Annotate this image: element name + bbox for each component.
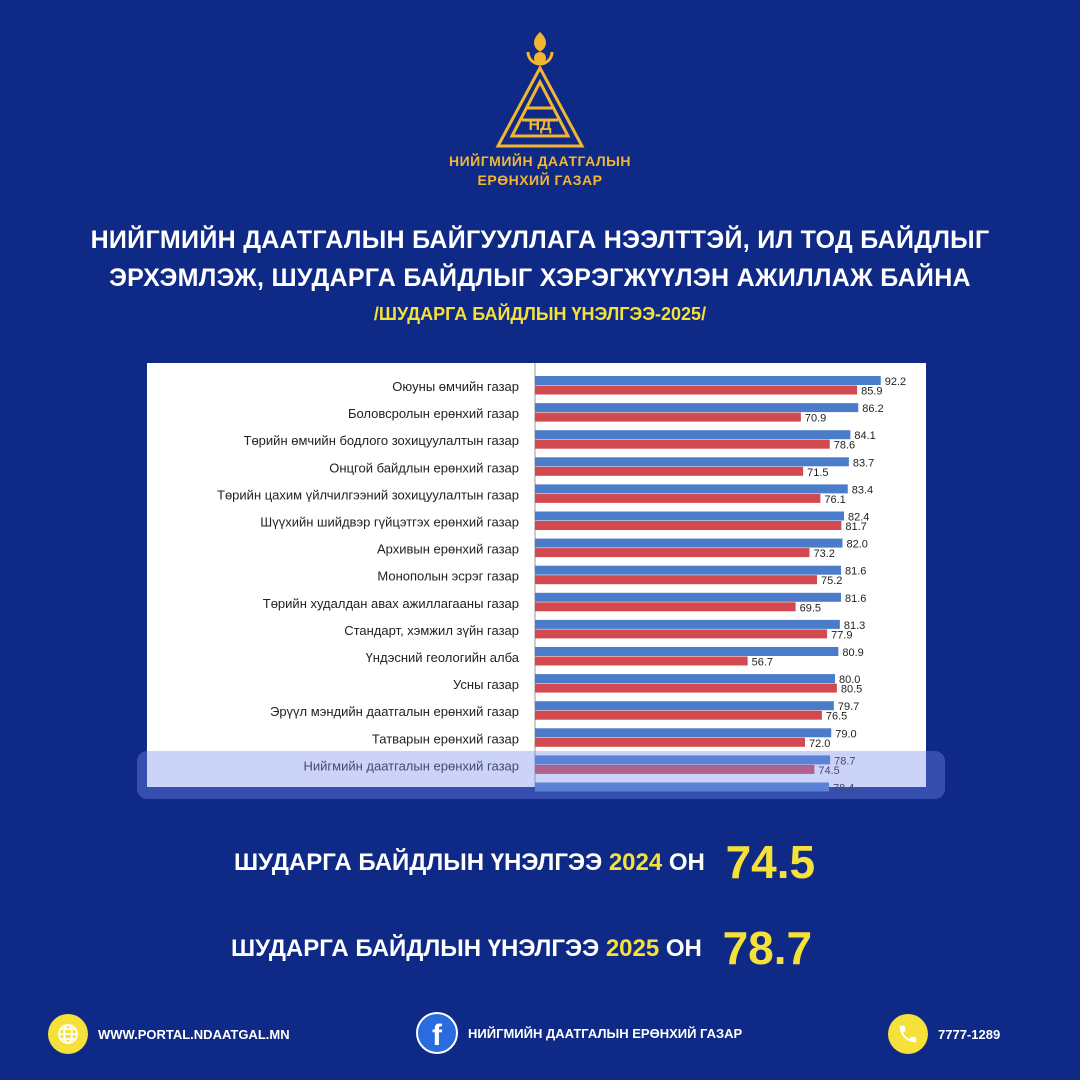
stat-value: 74.5 <box>725 836 816 888</box>
value-label: 56.7 <box>751 656 774 669</box>
bar-2025 <box>535 566 841 575</box>
bar-2024 <box>535 467 803 476</box>
bar-2024 <box>535 494 820 503</box>
facebook-link[interactable]: НИЙГМИЙН ДААТГАЛЫН ЕРӨНХИЙ ГАЗАР <box>468 1025 743 1041</box>
stat-year: 2024 <box>608 849 663 876</box>
value-label: 80.9 <box>842 647 864 659</box>
org-name-line2: ЕРӨНХИЙ ГАЗАР <box>477 172 603 188</box>
category-label: Эрүүл мэндийн даатгалын ерөнхий газар <box>269 704 519 720</box>
footer-facebook[interactable] <box>416 1012 742 1054</box>
phone-number[interactable]: 7777-1289 <box>938 1026 1001 1042</box>
ranking-bar-chart <box>147 363 926 795</box>
value-label: 73.2 <box>813 548 835 561</box>
category-label: Монополын эсрэг газар <box>377 568 519 584</box>
value-label: 69.5 <box>799 602 822 615</box>
category-label: Шүүхийн шийдвэр гүйцэтгэх ерөнхий газар <box>260 514 519 530</box>
footer-phone[interactable] <box>888 1014 1000 1054</box>
category-label: Онцгой байдлын ерөнхий газар <box>329 460 519 476</box>
facebook-icon: f <box>416 1012 458 1054</box>
footer-website[interactable] <box>48 1014 290 1054</box>
stat-2025 <box>231 921 812 975</box>
bar-2025 <box>535 512 844 521</box>
bar-2025 <box>535 728 831 737</box>
value-label: 78.6 <box>833 439 856 452</box>
bar-2024 <box>535 413 801 422</box>
phone-icon <box>888 1014 928 1054</box>
bar-2025 <box>535 430 850 439</box>
stat-year: 2025 <box>605 935 660 962</box>
value-label: 82.4 <box>848 511 870 524</box>
category-label: Оюуны өмчийн газар <box>392 379 519 394</box>
bar-2025 <box>535 376 881 385</box>
bar-2025 <box>535 701 834 710</box>
value-label: 83.4 <box>851 484 874 497</box>
website-link[interactable]: WWW.PORTAL.NDAATGAL.MN <box>98 1026 290 1042</box>
category-label: Боловсролын ерөнхий газар <box>347 406 519 422</box>
highlight-overlay <box>137 751 945 799</box>
bar-2025 <box>535 674 835 683</box>
value-label: 81.6 <box>845 565 867 578</box>
value-label: 92.2 <box>884 376 907 388</box>
agency-logo <box>490 28 590 153</box>
stat-2024 <box>234 835 815 889</box>
bar-2024 <box>535 738 805 747</box>
category-label: Төрийн өмчийн бодлого зохицуулалтын газар <box>243 433 519 449</box>
bar-2024 <box>535 657 748 666</box>
value-label: 74.5 <box>818 764 840 777</box>
value-label: 80.0 <box>839 674 861 687</box>
bar-2024 <box>535 602 796 611</box>
stat-value: 78.7 <box>722 922 813 974</box>
bar-2024 <box>535 521 841 530</box>
value-label: 81.6 <box>845 592 867 605</box>
bar-2025 <box>535 539 843 548</box>
headline-line2: ЭРХЭМЛЭЖ, ШУДАРГА БАЙДЛЫГ ХЭРЭГЖҮҮЛЭН АЖИЛЛАЖ БАЙНА <box>109 264 971 292</box>
value-label: 79.0 <box>835 728 857 741</box>
category-label: Үндэсний геологийн алба <box>365 650 519 665</box>
bar-2025 <box>535 457 849 466</box>
headline-line1: НИЙГМИЙН ДААТГАЛЫН БАЙГУУЛЛАГА НЭЭЛТТЭЙ, ИЛ ТОД БАЙДЛЫГ <box>90 226 990 254</box>
svg-text:НД: НД <box>528 117 552 134</box>
bar-2025 <box>535 403 858 412</box>
value-label: 79.7 <box>837 701 860 714</box>
value-label: 75.2 <box>821 575 843 588</box>
value-label: 78.7 <box>834 755 856 768</box>
value-label: 81.7 <box>845 521 867 533</box>
category-label: Нийгмийн даатгалын ерөнхий газар <box>303 758 519 774</box>
bar-2024 <box>535 575 817 584</box>
value-label: 86.2 <box>862 403 884 416</box>
value-label: 81.3 <box>843 619 866 632</box>
value-label: 72.0 <box>809 737 831 750</box>
stat-label: ШУДАРГА БАЙДЛЫН ҮНЭЛГЭЭ <box>234 849 603 876</box>
bar-2024 <box>535 684 837 693</box>
bar-2024 <box>535 629 827 638</box>
category-label: Татварын ерөнхий газар <box>371 731 519 747</box>
bar-2024 <box>535 386 857 395</box>
bar-2025 <box>535 593 841 602</box>
bar-2025 <box>535 647 838 656</box>
bar-2024 <box>535 440 830 449</box>
value-label: 84.1 <box>854 430 876 443</box>
value-label: 71.5 <box>807 466 829 479</box>
value-label: 83.7 <box>852 457 875 470</box>
bar-2024 <box>535 548 810 557</box>
bar-2025 <box>535 484 848 493</box>
value-label: 78.4 <box>833 782 855 795</box>
value-label: 82.0 <box>846 538 868 551</box>
org-name-line1: НИЙГМИЙН ДААТГАЛЫН <box>449 153 631 169</box>
stat-label: ШУДАРГА БАЙДЛЫН ҮНЭЛГЭЭ <box>231 935 600 962</box>
category-label: Төрийн цахим үйлчилгээний зохицуулалтын газар <box>217 487 519 503</box>
category-label: Стандарт, хэмжил зүйн газар <box>344 622 519 638</box>
globe-icon <box>48 1014 88 1054</box>
value-label: 70.9 <box>804 412 827 425</box>
stat-suffix: ОН <box>668 849 705 876</box>
ranking-chart-card <box>147 363 926 795</box>
headline-subtitle: /ШУДАРГА БАЙДЛЫН ҮНЭЛГЭЭ-2025/ <box>373 304 707 324</box>
value-label: 77.9 <box>831 629 853 642</box>
category-label: Усны газар <box>453 677 519 693</box>
value-label: 85.9 <box>861 385 883 398</box>
value-label: 76.5 <box>825 710 848 723</box>
value-label: 76.1 <box>824 493 846 506</box>
bar-2024 <box>535 711 822 720</box>
category-label: Төрийн худалдан авах ажиллагааны газар <box>262 595 519 611</box>
value-label: 80.5 <box>840 683 863 696</box>
category-label: Архивын ерөнхий газар <box>376 541 519 557</box>
bar-2025 <box>535 620 840 629</box>
stat-suffix: ОН <box>665 935 702 962</box>
